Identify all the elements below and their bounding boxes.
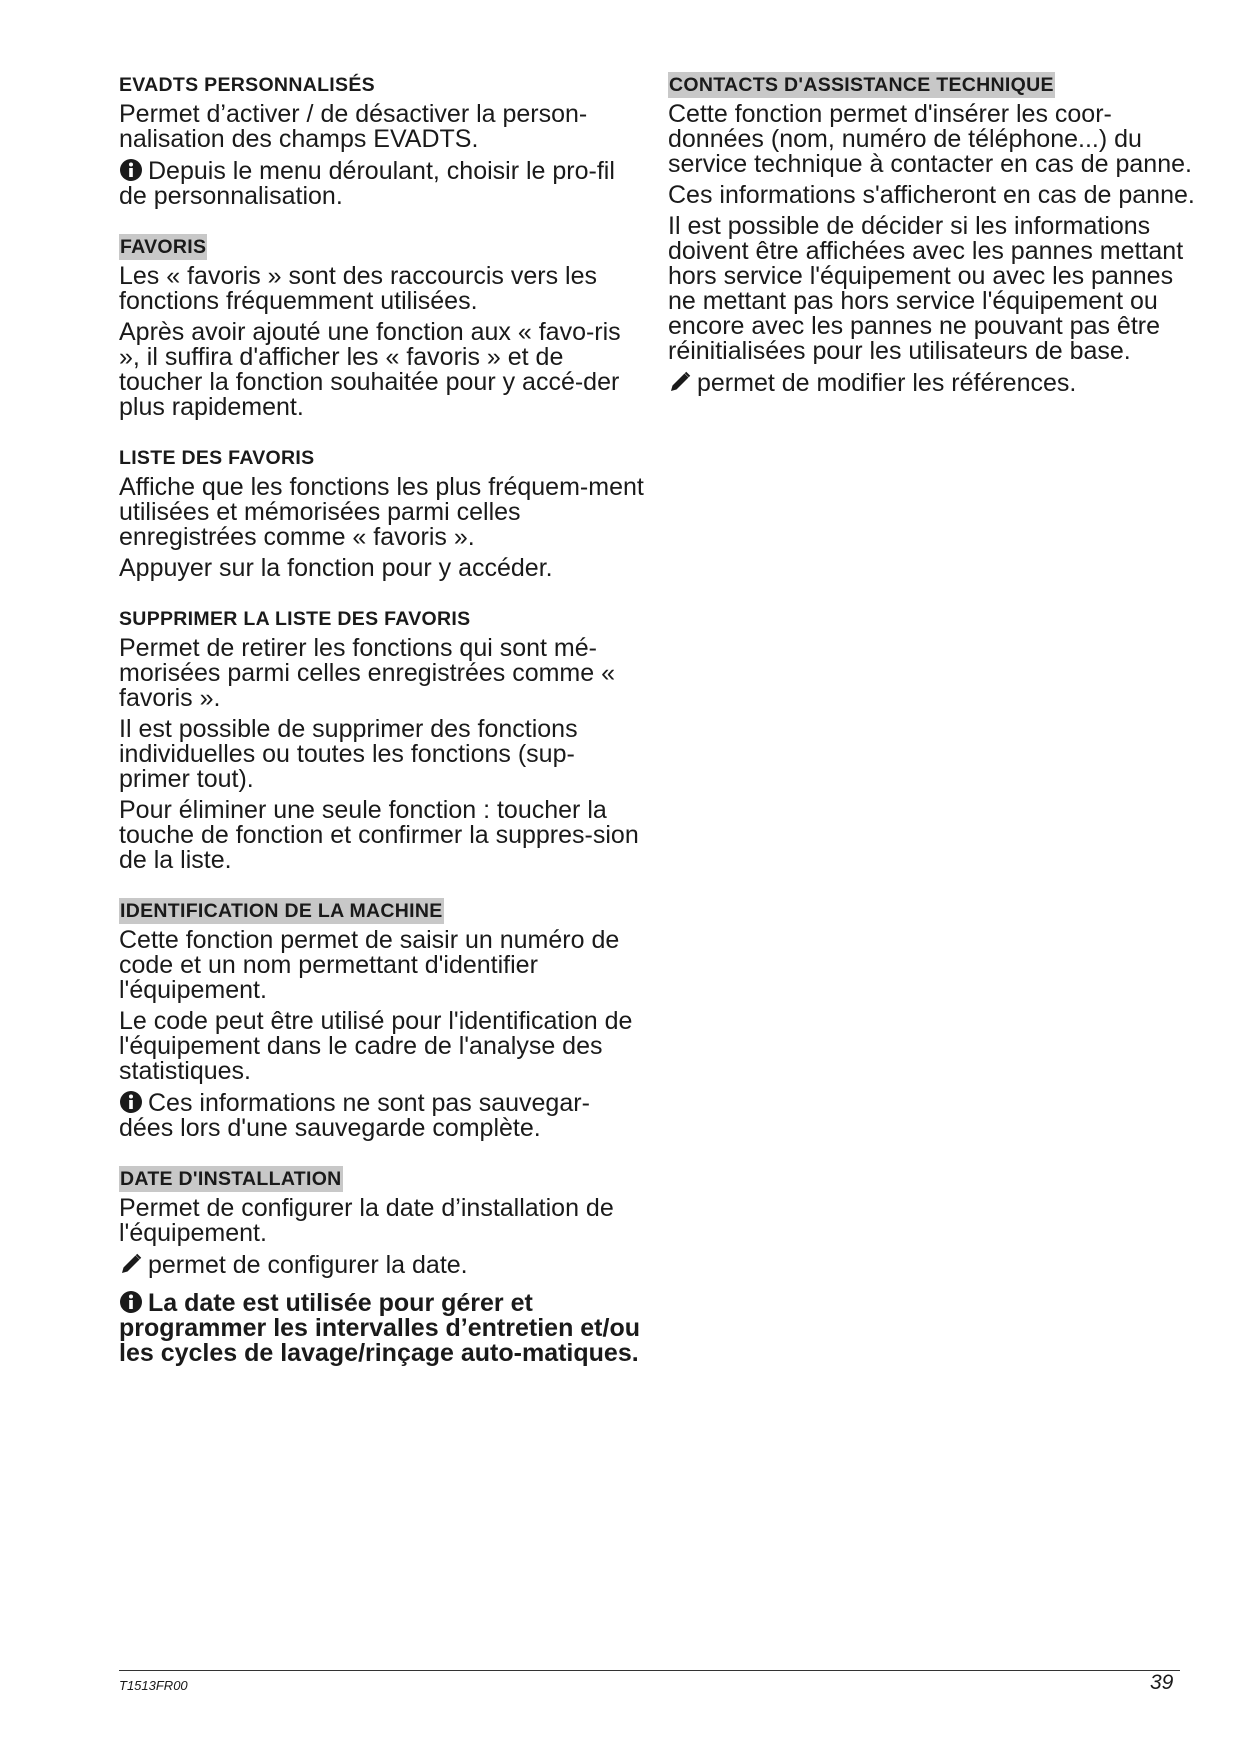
left-column bbox=[119, 72, 644, 1391]
section-liste-favoris bbox=[119, 445, 644, 581]
date-installation-paragraph-2-text: permet de configurer la date. bbox=[148, 1251, 468, 1279]
pencil-icon bbox=[119, 1252, 143, 1276]
section-favoris bbox=[119, 234, 644, 420]
section-identification bbox=[119, 898, 644, 1141]
section-supprimer bbox=[119, 606, 644, 873]
date-installation-paragraph-2 bbox=[119, 1252, 644, 1278]
supprimer-paragraph-3: Pour éliminer une seule fonction : toucher la touche de fonction et confirmer la suppres-sion de la liste. bbox=[119, 796, 639, 874]
section-evadts bbox=[119, 72, 644, 209]
heading-identification: IDENTIFICATION DE LA MACHINE bbox=[120, 900, 443, 922]
date-installation-note-text: La date est utilisée pour gérer et programmer les intervalles d’entretien et/ou les cycles de lavage/rinçage auto-matiques. bbox=[119, 1289, 640, 1367]
contacts-paragraph-3: Il est possible de décider si les informations doivent être affichées avec les pannes mettant hors service l'équipement ou avec les pannes ne mettant pas hors service l'équipement ou encore avec les pannes ne pouvant pas être réinitialisées pour les utilisateurs de base. bbox=[668, 212, 1184, 365]
section-contacts bbox=[668, 72, 1203, 396]
heading-liste-favoris: LISTE DES FAVORIS bbox=[119, 447, 315, 469]
contacts-paragraph-4-text: permet de modifier les références. bbox=[697, 369, 1077, 397]
heading-favoris: FAVORIS bbox=[120, 236, 207, 258]
info-icon bbox=[119, 1090, 143, 1114]
contacts-paragraph-2: Ces informations s'afficheront en cas de panne. bbox=[668, 181, 1195, 209]
right-column bbox=[668, 72, 1203, 421]
supprimer-paragraph-2: Il est possible de supprimer des fonctions individuelles ou toutes les fonctions (sup-primer tout). bbox=[119, 715, 578, 793]
evadts-paragraph-2 bbox=[119, 158, 644, 209]
section-date-installation bbox=[119, 1166, 644, 1366]
identification-paragraph-3 bbox=[119, 1090, 644, 1141]
heading-supprimer: SUPPRIMER LA LISTE DES FAVORIS bbox=[119, 608, 471, 630]
date-installation-paragraph-1: Permet de configurer la date d’installation de l'équipement. bbox=[119, 1194, 614, 1247]
info-icon bbox=[119, 158, 143, 182]
identification-paragraph-2: Le code peut être utilisé pour l'identification de l'équipement dans le cadre de l'analyse des statistiques. bbox=[119, 1007, 633, 1085]
liste-favoris-paragraph-1: Affiche que les fonctions les plus fréquem-ment utilisées et mémorisées parmi celles enregistrées comme « favoris ». bbox=[119, 473, 644, 551]
identification-paragraph-1: Cette fonction permet de saisir un numéro de code et un nom permettant d'identifier l'équipement. bbox=[119, 926, 620, 1004]
heading-contacts: CONTACTS D'ASSISTANCE TECHNIQUE bbox=[669, 74, 1054, 96]
contacts-paragraph-1: Cette fonction permet d'insérer les coor-données (nom, numéro de téléphone...) du service technique à contacter en cas de panne. bbox=[668, 100, 1192, 178]
pencil-icon bbox=[668, 370, 692, 394]
heading-evadts: EVADTS PERSONNALISÉS bbox=[119, 74, 375, 96]
heading-date-installation: DATE D'INSTALLATION bbox=[120, 1168, 342, 1190]
footer-divider bbox=[119, 1670, 1180, 1671]
date-installation-note bbox=[119, 1290, 644, 1366]
favoris-paragraph-1: Les « favoris » sont des raccourcis vers les fonctions fréquemment utilisées. bbox=[119, 262, 597, 315]
evadts-paragraph-1: Permet d’activer / de désactiver la person-nalisation des champs EVADTS. bbox=[119, 100, 588, 153]
identification-paragraph-3-text: Ces informations ne sont pas sauvegar-dées lors d'une sauvegarde complète. bbox=[119, 1089, 590, 1142]
contacts-paragraph-4 bbox=[668, 370, 1203, 396]
footer-doc-code: T1513FR00 bbox=[119, 1678, 188, 1693]
favoris-paragraph-2: Après avoir ajouté une fonction aux « favo-ris », il suffira d'afficher les « favoris » et de toucher la fonction souhaitée pour y accé-der plus rapidement. bbox=[119, 318, 621, 421]
evadts-paragraph-2-text: Depuis le menu déroulant, choisir le pro-fil de personnalisation. bbox=[119, 157, 615, 210]
supprimer-paragraph-1: Permet de retirer les fonctions qui sont mé-morisées parmi celles enregistrées comme « favoris ». bbox=[119, 634, 616, 712]
info-icon bbox=[119, 1290, 143, 1314]
liste-favoris-paragraph-2: Appuyer sur la fonction pour y accéder. bbox=[119, 554, 553, 582]
page-number: 39 bbox=[1150, 1671, 1174, 1694]
